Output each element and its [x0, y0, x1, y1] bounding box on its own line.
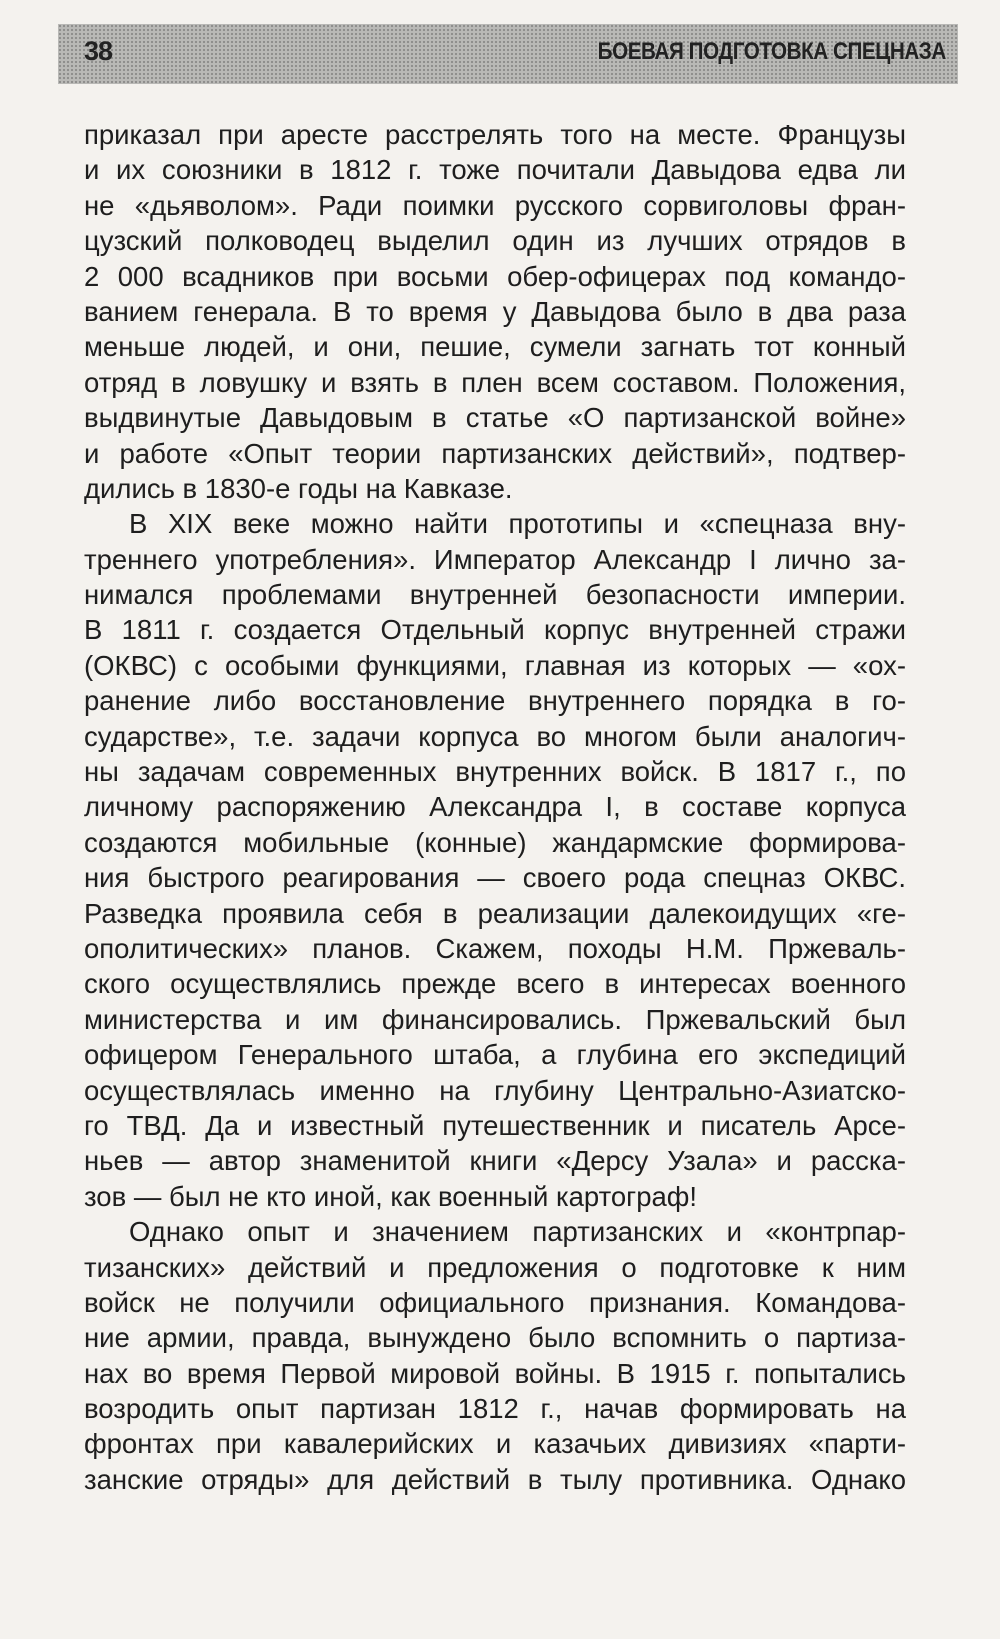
text-line: ского осуществлялись прежде всего в интересах военного: [84, 968, 906, 1000]
text-line: фронтах при кавалерийских и казачьих дивизиях «парти-: [84, 1428, 906, 1460]
text-line: ранение либо восстановление внутреннего порядка в го-: [84, 685, 906, 717]
text-line: Однако опыт и значением партизанских и «контрпар-: [129, 1216, 906, 1248]
text-line: ванием генерала. В то время у Давыдова было в два раза: [84, 295, 906, 327]
text-line: ньев — автор знаменитой книги «Дерсу Узала» и расска-: [84, 1145, 906, 1177]
text-line: ния быстрого реагирования — своего рода спецназ ОКВС.: [84, 862, 906, 894]
text-line: отряд в ловушку и взять в плен всем составом. Положения,: [84, 366, 906, 398]
text-line: приказал при аресте расстрелять того на месте. Французы: [84, 119, 906, 150]
text-line: ополитических» планов. Скажем, походы Н.М. Пржеваль-: [84, 932, 906, 964]
text-line: Разведка проявила себя в реализации далекоидущих «ге-: [84, 897, 906, 929]
text-line: нимался проблемами внутренней безопасности империи.: [84, 579, 906, 611]
text-line: В XIX веке можно найти прототипы и «спецназа вну-: [129, 508, 906, 540]
page-number: 38: [84, 36, 113, 66]
text-line: В 1811 г. создается Отдельный корпус внутренней стражи: [84, 614, 906, 646]
text-line: выдвинутые Давыдовым в статье «О партизанской войне»: [84, 402, 906, 434]
text-line: офицером Генерального штаба, а глубина его экспедиций: [84, 1039, 906, 1071]
text-body: [84, 117, 906, 1497]
text-line: меньше людей, и они, пешие, сумели загнать тот конный: [84, 331, 906, 363]
text-line: министерства и им финансировались. Пржевальский был: [84, 1003, 906, 1035]
text-line: войск не получили официального признания. Командова-: [84, 1286, 906, 1318]
text-line: го ТВД. Да и известный путешественник и писатель Арсе-: [84, 1109, 906, 1141]
text-line: цузский полководец выделил один из лучших отрядов в: [84, 225, 906, 257]
text-line: не «дьяволом». Ради поимки русского сорвиголовы фран-: [84, 189, 906, 221]
text-line: создаются мобильные (конные) жандармские формирова-: [84, 826, 906, 858]
text-line: тизанских» действий и предложения о подготовке к ним: [84, 1251, 906, 1283]
text-line: (ОКВС) с особыми функциями, главная из которых — «ох-: [84, 649, 906, 681]
text-line: дились в 1830-е годы на Кавказе.: [84, 472, 513, 504]
text-line: сударстве», т.е. задачи корпуса во многом были аналогич-: [84, 720, 906, 752]
text-line: треннего употребления». Император Александр I лично за-: [84, 543, 906, 575]
text-line: ны задачам современных внутренних войск. В 1817 г., по: [84, 756, 906, 788]
running-header: [58, 24, 958, 84]
text-line: занские отряды» для действий в тылу противника. Однако: [84, 1463, 906, 1495]
text-line: осуществлялась именно на глубину Центрально-Азиатско-: [84, 1074, 906, 1106]
text-line: 2 000 всадников при восьми обер-офицерах под командо-: [84, 260, 906, 292]
text-line: зов — был не кто иной, как военный картограф!: [84, 1180, 698, 1212]
text-line: и их союзники в 1812 г. тоже почитали Давыдова едва ли: [84, 154, 906, 186]
text-line: нах во время Первой мировой войны. В 1915 г. попытались: [84, 1357, 906, 1389]
text-line: возродить опыт партизан 1812 г., начав формировать на: [84, 1393, 906, 1425]
text-line: и работе «Опыт теории партизанских действий», подтвер-: [84, 437, 906, 469]
text-line: личному распоряжению Александра I, в составе корпуса: [84, 791, 906, 823]
running-title: БОЕВАЯ ПОДГОТОВКА СПЕЦНАЗА: [597, 38, 946, 65]
text-line: ние армии, правда, вынуждено было вспомнить о партиза-: [84, 1322, 906, 1354]
